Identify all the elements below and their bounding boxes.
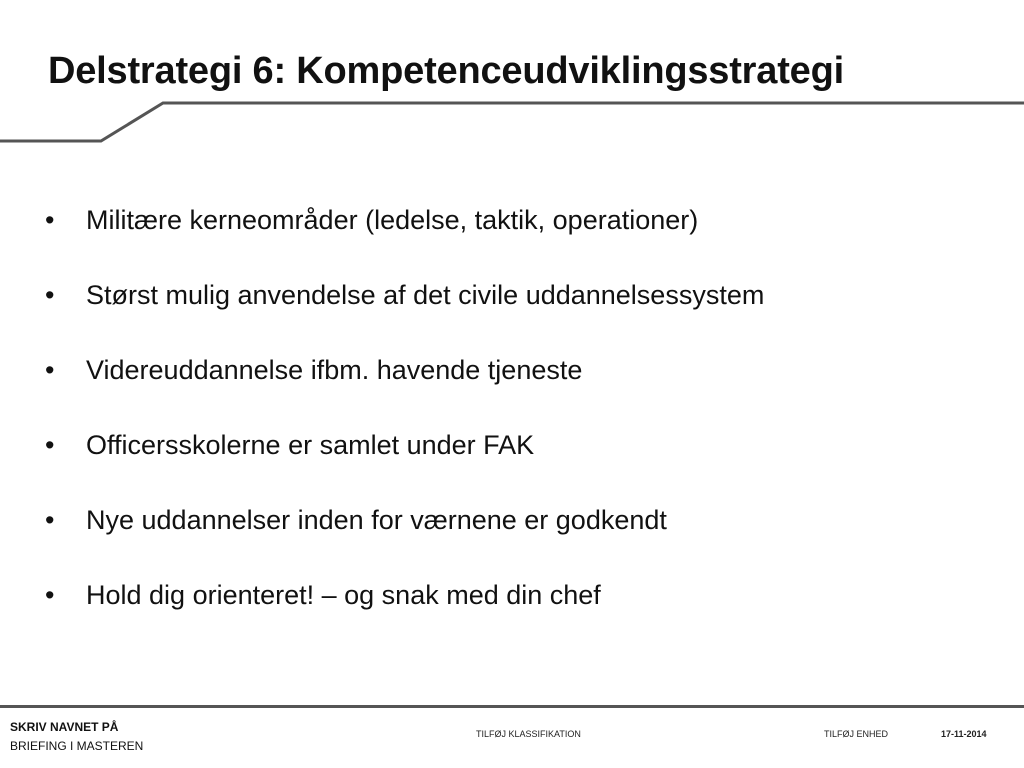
footer-briefing-label: BRIEFING I MASTEREN bbox=[10, 739, 144, 753]
bullet-marker: • bbox=[45, 580, 55, 610]
slide-title: Delstrategi 6: Kompetenceudviklingsstrategi bbox=[48, 50, 844, 92]
bullet-marker: • bbox=[45, 505, 55, 535]
footer-classification: TILFØJ KLASSIFIKATION bbox=[476, 729, 581, 739]
footer-date: 17-11-2014 bbox=[941, 729, 987, 739]
bullet-marker: • bbox=[45, 280, 55, 310]
bullet-text: Størst mulig anvendelse af det civile uddannelsessystem bbox=[86, 280, 765, 310]
bullet-marker: • bbox=[45, 205, 55, 235]
bullet-text: Militære kerneområder (ledelse, taktik, operationer) bbox=[86, 205, 699, 235]
bullet-text: Nye uddannelser inden for værnene er godkendt bbox=[86, 505, 667, 535]
title-underline-decoration bbox=[0, 0, 1024, 150]
bullet-marker: • bbox=[45, 430, 55, 460]
bullet-marker: • bbox=[45, 355, 55, 385]
footer-unit: TILFØJ ENHED bbox=[824, 729, 889, 739]
footer-presenter-name: SKRIV NAVNET PÅ bbox=[10, 720, 119, 734]
bullet-text: Officersskolerne er samlet under FAK bbox=[86, 430, 535, 460]
footer-divider bbox=[0, 705, 1024, 708]
bullet-text: Hold dig orienteret! – og snak med din chef bbox=[86, 580, 601, 610]
bullet-text: Videreuddannelse ifbm. havende tjeneste bbox=[86, 355, 583, 385]
